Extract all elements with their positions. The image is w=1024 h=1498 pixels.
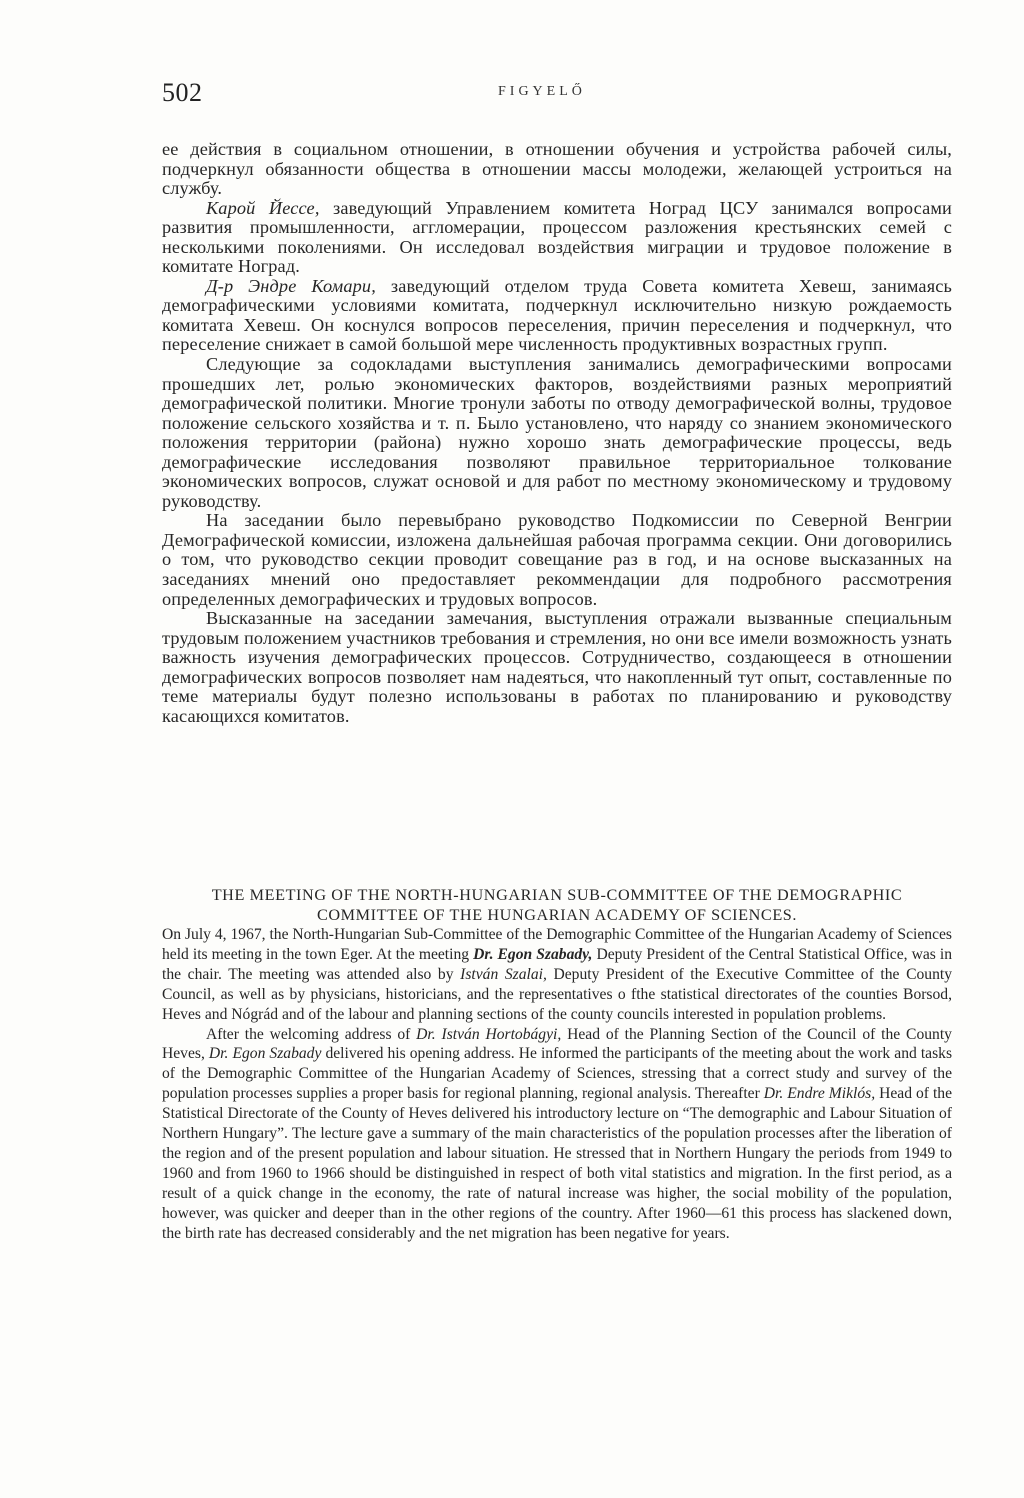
paragraph-text: Head of the Statistical Directorate of the County of Heves delivered his introductory lecture on “The demographic and Labour Situation of Northern Hungary”. The lecture gave a summary of the main characteristics of the population processes after the liberation of the region and of the present population and labour situation. He stressed that in Northern Hungary the periods from 1949 to 1960 and from 1960 to 1966 should be distinguished in respect of both vital statistics and migration. In the first period, as a result of a quick change in the economy, the rate of natural increase was higher, the social mobility of the population, however, was quicker and deeper than in the other regions of the country. After 1960—61 this process has slackened down, the birth rate has decreased considerably and the net migration has been negative for years. [162,1085,953,1242]
person-name: Dr. Egon Szabady, [473,945,593,963]
english-title: THE MEETING OF THE NORTH-HUNGARIAN SUB-COMMITTEE OF THE DEMOGRAPHIC COMMITTEE OF THE HUNGARIAN ACADEMY OF SCIENCES. [211,886,903,924]
russian-paragraph: ее действия в социальном отношении, в отношении обучения и устройства рабочей силы, подчеркнул обязанности общества в отношении массы молодежи, желающей устроиться на службу. [162,139,952,199]
paragraph-text: On July 4, 1967, the North-Hungarian Sub-Committee of the Demographic Committee of the Hungarian Academy of Sciences held its meeting in the town Eger. At the meeting [162,926,952,963]
russian-summary [162,140,952,726]
english-paragraph [162,925,952,1025]
person-name: István Szalai, [460,965,547,983]
paragraph-text: заведующий Управлением комитета Ноград ЦСУ занимался вопросами развития промышленности, аггломерации, процессом разложения крестьянских семей с несколькими поколениями. Он исследовал воздействия миграции и трудовое положение в комитате Ноград. [162,197,952,277]
russian-paragraph [162,277,952,355]
english-paragraph [162,1025,952,1244]
paragraph-text: After the welcoming address of [206,1025,417,1043]
paragraph-text: Head of the Planning Section of the Council of the County Heves, [162,1025,952,1063]
russian-paragraph: Высказанные на заседании замечания, выступления отражали вызванные специальным трудовым положением участников требования и стремления, но они все имели возможность узнать важность изучения демографических процессов. Сотрудничество, создающееся в отношении демографических вопросов позволяет нам надеяться, что накопленный тут опыт, составленные по теме материалы будут полезно использованы в работах по планированию и руководству касающихся комитатов. [162,608,952,726]
person-name: Dr. Egon Szabady [208,1045,322,1063]
person-name: Д-р Эндре Комари, [206,275,376,296]
english-summary [162,885,952,1244]
journal-name: FIGYELŐ [498,84,586,99]
russian-paragraph: Следующие за содокладами выступления занимались демографическими вопросами прошедших лет, ролью экономических факторов, воздействиями разных мероприятий демографической политики. Многие тронули заботы по отводу демографической волны, трудовое положение сельского хозяйства и т. п. Было установлено, что наряду со знанием экономического положения территории (района) нужно хорошо знать демографические процессы, ведь демографические исследования позволяют правильное территориальное толкование экономических вопросов, служат основой и для работ по местному экономическому и трудовому руководству. [162,354,952,511]
running-head [162,78,952,118]
person-name: Dr. István Hortobágyi, [416,1025,562,1043]
person-name: Карой Йессе, [206,197,320,218]
paragraph-text: delivered his opening address. He informed the participants of the meeting about the work and tasks of the Demographic Committee of the Hungarian Academy of Sciences, stressing that a correct study and survey of the population processes supplies a proper basis for regional planning, regional analysis. Thereafter [162,1045,953,1103]
person-name: Dr. Endre Miklós, [763,1085,876,1103]
page-number: 502 [162,78,203,107]
paragraph-text: Deputy President of the Executive Committee of the County Council, as well as by physicians, historicians, and the representatives o fthe statistical directorates of the counties Borsod, Heves and Nógrád and of the labour and planning sections of the county councils interested in population problems. [162,965,952,1023]
paragraph-text: заведующий отделом труда Совета комитета Хевеш, занимаясь демографическими условиями комитата, подчеркнул исключительно низкую рождаемость комитата Хевеш. Он коснулся вопросов переселения, причин переселения и подчеркнул, что переселение снижает в самой большой мере численность продуктивных возрастных групп. [162,275,953,355]
russian-paragraph: На заседании было перевыбрано руководство Подкомиссии по Северной Венгрии Демографической комиссии, изложена дальнейшая рабочая программа секции. Они договорились о том, что руководство секции проводит совещание раз в год, и на основе высказанных на заседаниях мнений оно предоставляет рекоммендации для подробного рассмотрения определенных демографических и трудовых вопросов. [162,510,952,609]
russian-paragraph [162,199,952,277]
paragraph-text: Deputy President of the Central Statistical Office, was in the chair. The meeting was attended also by [162,945,952,983]
